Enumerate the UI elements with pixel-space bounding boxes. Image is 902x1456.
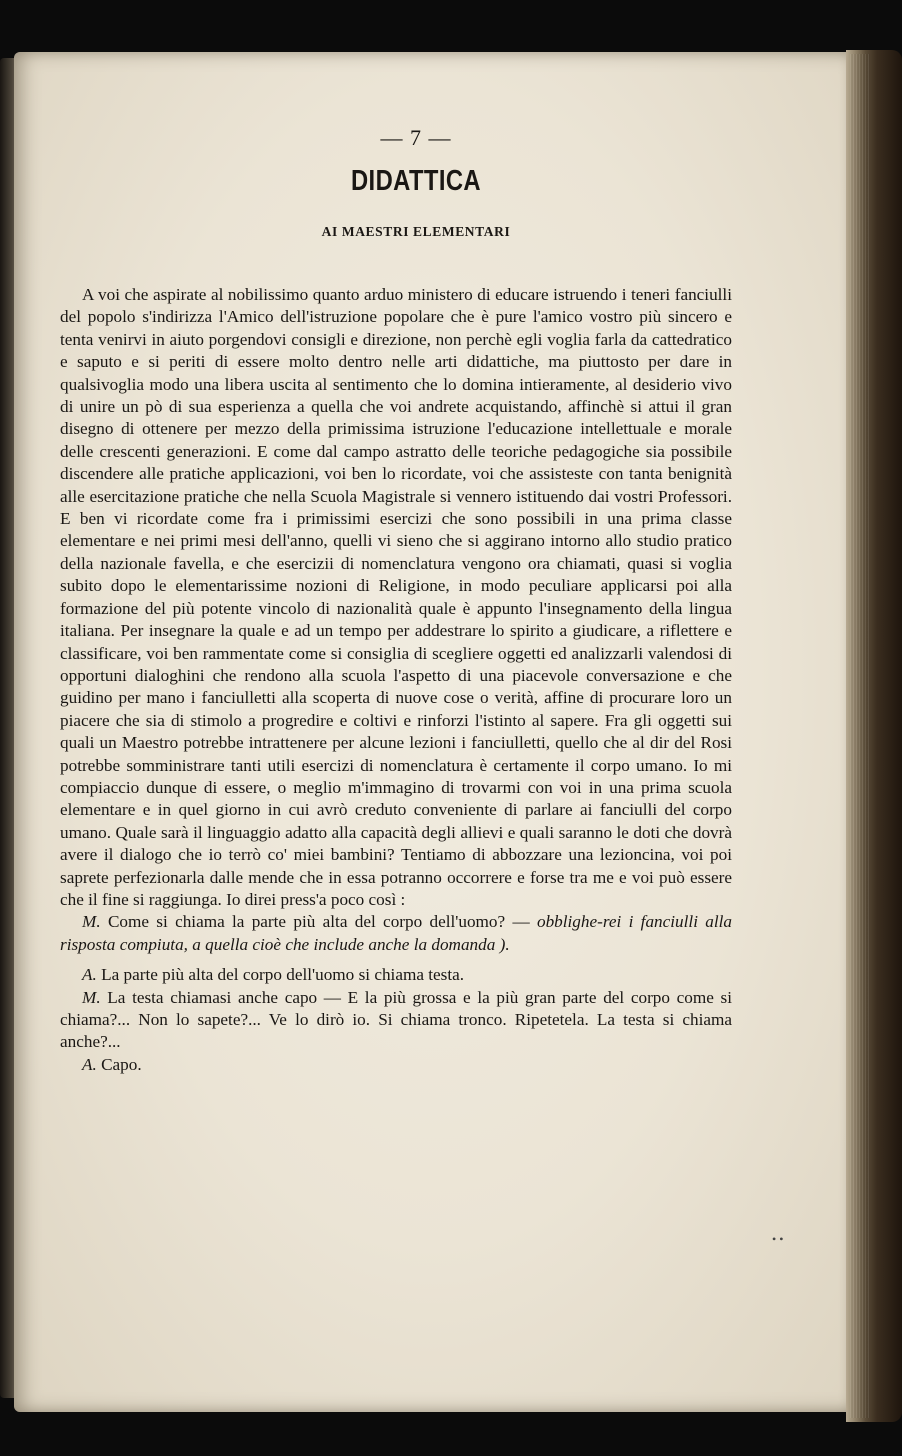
dialogue-line bbox=[60, 911, 732, 956]
speaker-label: M. bbox=[82, 987, 101, 1007]
margin-marks: • • bbox=[772, 1232, 784, 1246]
section-subtitle: AI MAESTRI ELEMENTARI bbox=[321, 224, 511, 239]
dialogue-text: Capo. bbox=[101, 1054, 142, 1074]
dialogue-text: La testa chiamasi anche capo — E la più grossa e la più gran parte del corpo come si chiama?... Non lo sapete?... Ve lo dirò io. Si chiama tronco. Ripetetela. La testa si chiama anche?... bbox=[60, 987, 732, 1052]
body-paragraph: A voi che aspirate al nobilissimo quanto arduo ministero di educare istruendo i teneri fanciulli del popolo s'indirizza l'Amico dell'istruzione popolare che è pure l'amico vostro più sincero e tenta venirvi in aiuto porgendovi consigli e direzione, non perchè egli voglia farla da cattedratico e saputo e si periti di essere molto dentro nelle arti didattiche, ma piuttosto per dare in qualsivoglia modo una libera uscita al sentimento che lo domina intieramente, al desiderio vivo di unire un pò di sua esperienza a quella che voi andrete acquistando, affinchè si attui il gran disegno di ottenere per mezzo della primissima istruzione l'educazione intellettuale e morale delle crescenti generazioni. E come dal campo astratto delle teoriche pedagogiche sia possibile discendere alle pratiche applicazioni, voi ben lo ricordate, voi che assisteste con tanta benignità alle esercitazione pratiche che nella Scuola Magistrale si vennero istituendo dai vostri Professori. E ben vi ricordate come fra i primissimi esercizi che sono possibili in una prima classe elementare e nei primi mesi dell'anno, quelli vi sieno che si aggirano intorno allo studio pratico della nazionale favella, e che esercizii di nomenclatura vengono ora chiamati, quasi si voglia subito dopo le elementarissime nozioni di Religione, in modo peculiare applicarsi poi alla formazione del più potente vincolo di nazionalità quale è appunto l'insegnamento della lingua italiana. Per insegnare la quale e ad un tempo per addestrare lo spirito a giudicare, a riflettere e classificare, voi ben rammentate come si consiglia di scegliere oggetti ed analizzarli valendosi di opportuni dialoghini che rendono alla scuola l'aspetto di una piacevole conversazione e che guidino per mano i fanciulletti alla scoperta di nuove cose o verità, affine di procurare loro un piacere che sia di stimolo a progredire e coltivi e rinforzi l'istinto al sapere. Fra gli oggetti sui quali un Maestro potrebbe intrattenere per alcune lezioni i fanciulletti, quello che al dir del Rosi potrebbe somministrare tanti utili esercizi di nomenclatura è certamente il corpo umano. Io mi compiaccio dunque di essere, o meglio m'immagino di trovarmi con voi in una prima scuola elementare e in quel giorno in cui avrò creduto conveniente di parlare ai fanciulli del corpo umano. Quale sarà il linguaggio adatto alla capacità degli allievi e quali saranno le doti che dovrà avere il dialogo che io terrò co' miei bambini? Tentiamo di abbozzare una lezioncina, voi poi saprete perfezionarla dalle mende che in essa potranno occorrere e forse tra me e voi può essere che il fine si raggiunga. Io direi press'a poco così : bbox=[60, 285, 732, 909]
dialogue-line bbox=[60, 964, 732, 986]
page-edges bbox=[850, 54, 870, 1418]
page-content bbox=[60, 125, 732, 1076]
dialogue-line bbox=[60, 1054, 732, 1076]
speaker-label: A. bbox=[82, 1054, 97, 1074]
speaker-label: M. bbox=[82, 912, 101, 932]
dialogue-line bbox=[60, 987, 732, 1054]
page-number: — 7 — bbox=[380, 125, 452, 150]
page-title: DIDATTICA bbox=[350, 165, 482, 197]
dialogue-text: La parte più alta del corpo dell'uomo si chiama testa. bbox=[101, 965, 465, 985]
body-text bbox=[60, 284, 732, 1076]
dialogue-instruction: obblighe-rei i fanciulli alla risposta compiuta, a quella cioè che include anche la domanda ). bbox=[60, 912, 733, 954]
speaker-label: A. bbox=[82, 965, 97, 985]
dialogue-text: Come si chiama la parte più alta del corpo dell'uomo? — bbox=[107, 912, 530, 932]
spacer bbox=[60, 956, 732, 964]
